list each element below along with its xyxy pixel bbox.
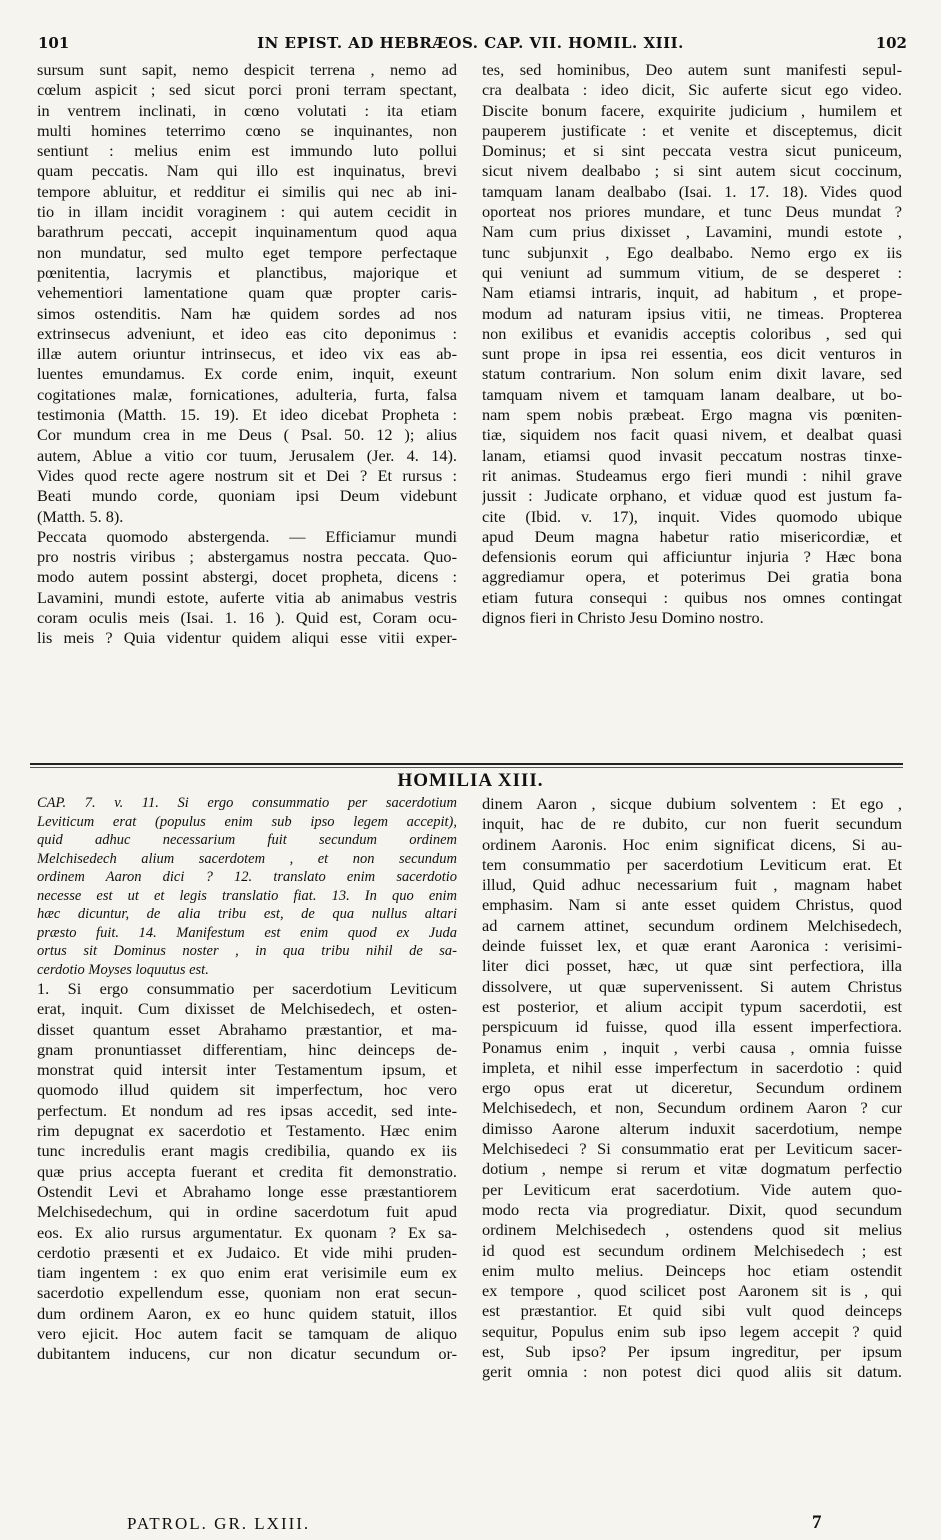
text-line: est præstantior. Et quid sibi vult quod deinceps <box>482 1301 902 1321</box>
text-line: sequitur, Populus enim sub ipso legem accepit ? quid <box>482 1321 902 1341</box>
column-2 <box>482 60 902 628</box>
text-line: illud, Quid adhuc necessarium fuit , magnam habet <box>482 875 902 895</box>
commentary-text <box>37 979 457 1365</box>
section-divider <box>30 763 903 765</box>
text-line: ex tempore , quod scilicet post Aaronem sit is , qui <box>482 1281 902 1301</box>
text-line: autem, Ablue a vitio cor tuum, Jerusalem (Jer. 4. 14). <box>37 445 457 465</box>
column-1 <box>37 60 457 649</box>
text-line: barathrum peccati, accepit inquinamentum quod aqua <box>37 222 457 242</box>
text-line: non exilibus et evanidis acceptis coloribus , sed qui <box>482 323 902 343</box>
text-line: dubitantem inducens, cur non dicatur secundum or- <box>37 1344 457 1364</box>
text-line: gerit omnia : non potest dici quod aliis sit datum. <box>482 1362 902 1382</box>
text-line: est, Sub ipso? Per ipsum ingreditur, per ipsum <box>482 1342 902 1362</box>
text-line: CAP. 7. v. 11. Si ergo consummatio per sacerdotium <box>37 795 457 811</box>
text-line: Peccata quomodo abstergenda. — Efficiamur mundi <box>37 526 457 546</box>
text-line: perfectum. Et nondum ad res ipsas accedit, sed inte- <box>37 1100 457 1120</box>
text-line: tunc incredulis erant magis credibilia, quando ex iis <box>37 1141 457 1161</box>
text-line: lis meis ? Quia videntur quidem aliqui esse vitii exper- <box>37 628 457 648</box>
text-line: cra dealbata : ideo dicit, Sic auferte sicut ego video. <box>482 80 902 100</box>
text-line: pro nostris viribus ; abstergamus nostra peccata. Quo- <box>37 547 457 567</box>
running-header <box>30 34 911 60</box>
text-line: qui veniunt ad summum vitium, de se desperet : <box>482 262 902 282</box>
text-line: dimisso Aarone alterum induxit sacerdotium, nempe <box>482 1118 902 1138</box>
text-line: quam peccatis. Nam qui illo est inquinatus, brevi <box>37 161 457 181</box>
text-line: quid adhuc necessarium fuit secundum ordinem <box>37 832 457 848</box>
text-line: cogitationes malæ, fornicationes, adulteria, furta, falsa <box>37 384 457 404</box>
text-line: modo autem possint abstergi, docet propheta, dicens : <box>37 567 457 587</box>
text-line: Discite bonum facere, exquirite judicium , humilem et <box>482 100 902 120</box>
text-line: Cor mundum crea in me Deus ( Psal. 50. 12 ); alius <box>37 425 457 445</box>
text-line: Ponamus enim , inquit , verbi causa , omnia fuisse <box>482 1037 902 1057</box>
text-line: tiam ingentem : ex quo enim erat verisimile eum ex <box>37 1263 457 1283</box>
text-line: dignos fieri in Christo Jesu Domino nostro. <box>482 608 764 628</box>
text-line: liter dici posset, hæc, ut quæ sint perfectiora, illa <box>482 956 902 976</box>
text-line: rim depugnat ex sacerdotio et Testamento. Hæc enim <box>37 1121 457 1141</box>
column-4 <box>482 794 902 1383</box>
text-line: deinde fuisset lex, et quæ erant Aaronica : verisimi- <box>482 936 902 956</box>
text-line: Melchisedech, et non, Secundum ordinem Aaron ? cur <box>482 1098 902 1118</box>
text-line: testimonia (Matth. 15. 19). Et ideo dicebat Propheta : <box>37 405 457 425</box>
text-line: hæc dicuntur, de alia tribu est, de qua nullus altari <box>37 906 457 922</box>
text-line: multi homines teterrimo cœno se inquinantes, non <box>37 120 457 140</box>
text-line: lanam, etiamsi quod invasit peccatum nostras tinxe- <box>482 445 902 465</box>
text-line: ergo opus erat ut diceretur, Secundum ordinem <box>482 1078 902 1098</box>
text-line: non mundatur, sed multo eget tempore perfectaque <box>37 242 457 262</box>
text-line: tio in illam incidit voraginem : qui autem cecidit in <box>37 202 457 222</box>
scripture-lemma <box>37 794 457 979</box>
text-line: præsto fuit. 14. Manifestum est enim quod ex Juda <box>37 924 457 941</box>
text-line: dotium , nempe si rerum et vitæ dogmatum perfectio <box>482 1159 902 1179</box>
text-line: statum contrarium. Non solum enim dixit lavare, sed <box>482 364 902 384</box>
text-line: tunc subjunxit , Ego dealbabo. Nemo ergo ex iis <box>482 242 902 262</box>
text-line: per Leviticum erat sacerdotium. Vide autem quo- <box>482 1179 902 1199</box>
text-line: in ventrem inclinati, in cœno volutati : ita etiam <box>37 100 457 120</box>
text-line: (Matth. 5. 8). <box>37 506 124 526</box>
text-line: cerdotio præsenti et ex Judaico. Et vide mihi pruden- <box>37 1242 457 1262</box>
text-line: tes, sed hominibus, Deo autem sunt manifesti sepul- <box>482 60 902 79</box>
text-line: cite (Ibid. v. 17), inquit. Vides quomodo ubique <box>482 506 902 526</box>
text-line: dinem Aaron , sicque dubium solventem : Et ego , <box>482 794 902 813</box>
page-number-left: 101 <box>38 34 70 52</box>
text-line: sentiunt : melius enim est immundo luto pollui <box>37 141 457 161</box>
text-line: Dominus; et si sint peccata vestra sicut puniceum, <box>482 141 902 161</box>
text-line: extrinsecus adveniunt, et ideo eas cito deponimus : <box>37 323 457 343</box>
text-line: Melchisedeci ? Si consummatio erat per Leviticum sacer- <box>482 1139 902 1159</box>
text-line: est posterior, et alium accipit typum sacerdotii, est <box>482 996 902 1016</box>
text-line: necesse est ut et legis translatio fiat. 13. In quo enim <box>37 887 457 904</box>
text-line: rit animas. Studeamus ergo fieri mundi : nihil grave <box>482 465 902 485</box>
section-divider-thin <box>30 767 903 768</box>
text-line: tiæ, siquidem nos facit quasi nivem, et dealbat quasi <box>482 425 902 445</box>
text-line: sursum sunt sapit, nemo despicit terrena , nemo ad <box>37 60 457 79</box>
text-line: coram oculis meis (Isai. 1. 16 ). Quid est, Coram ocu- <box>37 608 457 628</box>
text-line: tamquam lanam dealbabo (Isai. 1. 17. 18). Vides quod <box>482 181 902 201</box>
text-line: cœlum aspicit ; sed sicut porci proni terram spectant, <box>37 80 457 100</box>
text-line: dissolvere, ut quæ supervenissent. Si autem Christus <box>482 976 902 996</box>
text-line: quæ prius accepta fuerant et credita fit demonstratio. <box>37 1161 457 1181</box>
text-line: luentes emundamus. Ex corde enim, inquit, exeunt <box>37 364 457 384</box>
text-line: Nam cum prius dixisset , Lavamini, mundi estote , <box>482 222 902 242</box>
text-line: Beati mundo corde, quoniam ipsi Deum videbunt <box>37 486 457 506</box>
text-line: ad carnem attinet, secundum ordinem Melchisedech, <box>482 915 902 935</box>
text-line: ordinem Aaron dici ? 12. translato enim sacerdotio <box>37 869 457 885</box>
text-line: tempore abluitur, et redditur ei similis qui nec ab ini- <box>37 181 457 201</box>
text-line: vehementiori lamentatione quam quæ propter caris- <box>37 283 457 303</box>
text-line: Ostendit Levi et Abrahamo longe esse præstantiorem <box>37 1181 457 1201</box>
text-line: Nam etiamsi intraris, inquit, ad habitum , et prope- <box>482 283 902 303</box>
text-line: nam spem nobis præbeat. Ergo magna vis pœniten- <box>482 405 902 425</box>
text-line: emphasim. Nam si ante esset quidem Christus, quod <box>482 895 902 915</box>
text-line: enim multo melius. Deinceps hoc etiam ostendit <box>482 1260 902 1280</box>
text-line: Melchisedechum, qui in ordine sacerdotum fuit apud <box>37 1202 457 1222</box>
collection-footer: PATROL. GR. LXIII. <box>127 1514 311 1533</box>
text-line: tamquam nivem et tamquam lanam dealbare, ut bo- <box>482 384 902 404</box>
text-line: Melchisedech alium sacerdotem , et non secundum <box>37 850 457 867</box>
text-line: jussit : Judicate orphano, et viduæ quod est justum fa- <box>482 486 902 506</box>
text-line: inquit, hac de re dubito, cur non fuerit secundum <box>482 814 902 834</box>
text-line: modum ad naturam ipsius vitii, ne timeas. Propterea <box>482 303 902 323</box>
text-line: gnam pronuntiasset differentiam, hinc deinceps de- <box>37 1039 457 1059</box>
text-line: cerdotio Moyses loquutus est. <box>37 961 209 978</box>
text-line: ortus sit Dominus noster , in qua tribu nihil de sa- <box>37 943 457 959</box>
text-line: simos ostenditis. Nam hæ quidem sordes ad nos <box>37 303 457 323</box>
text-line: Leviticum erat (populus enim sub ipso legem accepit), <box>37 813 457 830</box>
text-line: pœnitentia, lacrymis et planctibus, majorique et <box>37 262 457 282</box>
text-line: aggrediamur opera, et poterimus Dei gratia bona <box>482 567 902 587</box>
text-line: perspicuum id fuisse, quod illa essent imperfectiora. <box>482 1017 902 1037</box>
text-line: sunt prope in ipsa rei essentia, eos dicit venturos in <box>482 344 902 364</box>
page-number-right: 102 <box>875 34 907 52</box>
text-line: illæ autem oriuntur intrinsecus, et ideo vix eas ab- <box>37 344 457 364</box>
text-line: ordinem Melchisedech , ostendens quod sit melius <box>482 1220 902 1240</box>
text-line: monstrat quid intersit inter Testamentum ipsum, et <box>37 1060 457 1080</box>
text-line: eos. Ex alio rursus argumentatur. Ex quonam ? Ex sa- <box>37 1222 457 1242</box>
signature-mark: 7 <box>812 1512 822 1533</box>
text-line: apud Deum magna habetur ratio misericordiæ, et <box>482 526 902 546</box>
text-line: disset quantum esset Abrahamo præstantior, et ma- <box>37 1019 457 1039</box>
text-line: ordinem Aaronis. Hoc enim significat dicens, Si au- <box>482 834 902 854</box>
text-line: Vides quod recte agere nostrum sit et Dei ? Et rursus : <box>37 465 457 485</box>
column-3 <box>37 794 457 1365</box>
text-line: impleta, et nihil esse imperfectum in sacerdotio : quid <box>482 1057 902 1077</box>
text-line: tem consummatio per sacerdotium Leviticum erat. Et <box>482 854 902 874</box>
text-line: quomodo illud quidem sit imperfectum, hoc vero <box>37 1080 457 1100</box>
text-line: pauperem justificate : et venite et disceptemus, dicit <box>482 120 902 140</box>
text-line: sicut nivem dealbabo ; si sint autem sicut coccinum, <box>482 161 902 181</box>
text-line: defensionis eorum qui afficiuntur injuria ? Hæc bona <box>482 547 902 567</box>
text-line: sacerdotio expellendum esse, quoniam non erat secun- <box>37 1283 457 1303</box>
text-line: modo recta via progrediatur. Dixit, quod secundum <box>482 1199 902 1219</box>
text-line: oporteat nos priores mundare, et tunc Deus mundat ? <box>482 202 902 222</box>
text-line: Lavamini, mundi estote, auferte vitia ab animabus vestris <box>37 587 457 607</box>
text-line: 1. Si ergo consummatio per sacerdotium Leviticum <box>37 979 457 998</box>
running-title: IN EPIST. AD HEBRÆOS. CAP. VII. HOMIL. XIII. <box>257 34 684 52</box>
text-line: etiam futura consequi : quibus nos omnes contingat <box>482 587 902 607</box>
text-line: erat, inquit. Cum dixisset de Melchisedech, et osten- <box>37 999 457 1019</box>
text-line: id quod est secundum ordinem Melchisedech ; est <box>482 1240 902 1260</box>
text-line: vero ejicit. Hoc autem facit se tamquam de aliquo <box>37 1324 457 1344</box>
text-line: dum ordinem Aaron, ex eo hunc quidem statuit, illos <box>37 1303 457 1323</box>
homily-title: HOMILIA XIII. <box>397 770 544 791</box>
